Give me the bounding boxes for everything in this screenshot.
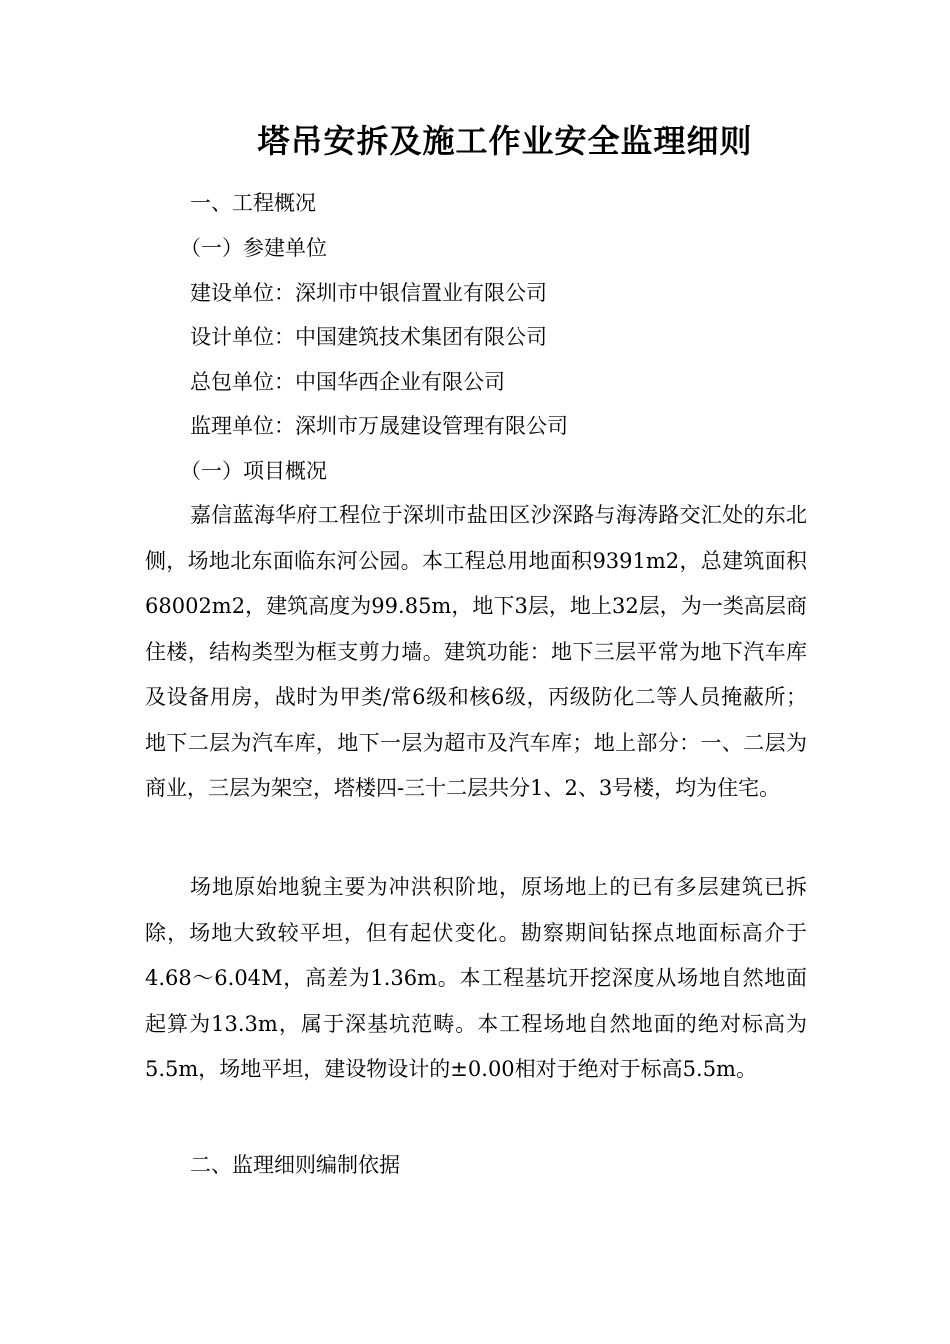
paragraph-project-overview: 嘉信蓝海华府工程位于深圳市盐田区沙深路与海涛路交汇处的东北侧，场地北东面临东河公园。本工程总用地面积9391m2，总建筑面积68002m2，建筑高度为99.85m，地下3层，地上32层，为一类高层商住楼，结构类型为框支剪力墙。建筑功能：地下三层平常为地下汽车库及设备用房，战时为甲类/常6级和核6级，丙级防化二等人员掩蔽所；地下二层为汽车库，地下一层为超市及汽车库；地上部分：一、二层为商业，三层为架空，塔楼四-三十二层共分1、2、3号楼，均为住宅。 <box>145 503 807 800</box>
section-heading-overview: 一、工程概况 <box>190 191 316 215</box>
subsection-heading-project: （一）项目概况 <box>180 459 327 483</box>
paragraph-site-conditions: 场地原始地貌主要为冲洪积阶地，原场地上的已有多层建筑已拆除，场地大致较平坦，但有起伏变化。勘察期间钻探点地面标高介于4.68～6.04M，高差为1.36m。本工程基坑开挖深度从场地自然地面起算为13.3m，属于深基坑范畴。本工程场地自然地面的绝对标高为5.5m，场地平坦，建设物设计的±0.00相对于绝对于标高5.5m。 <box>145 875 807 1081</box>
subsection-heading-participants: （一）参建单位 <box>180 236 327 260</box>
unit-general-contractor: 总包单位：中国华西企业有限公司 <box>190 370 505 394</box>
document-title: 塔吊安拆及施工作业安全监理细则 <box>257 122 753 160</box>
section-heading-basis: 二、监理细则编制依据 <box>190 1153 400 1177</box>
unit-supervision: 监理单位：深圳市万晟建设管理有限公司 <box>190 414 568 438</box>
unit-design: 设计单位：中国建筑技术集团有限公司 <box>190 325 547 349</box>
unit-construction: 建设单位：深圳市中银信置业有限公司 <box>190 281 547 305</box>
